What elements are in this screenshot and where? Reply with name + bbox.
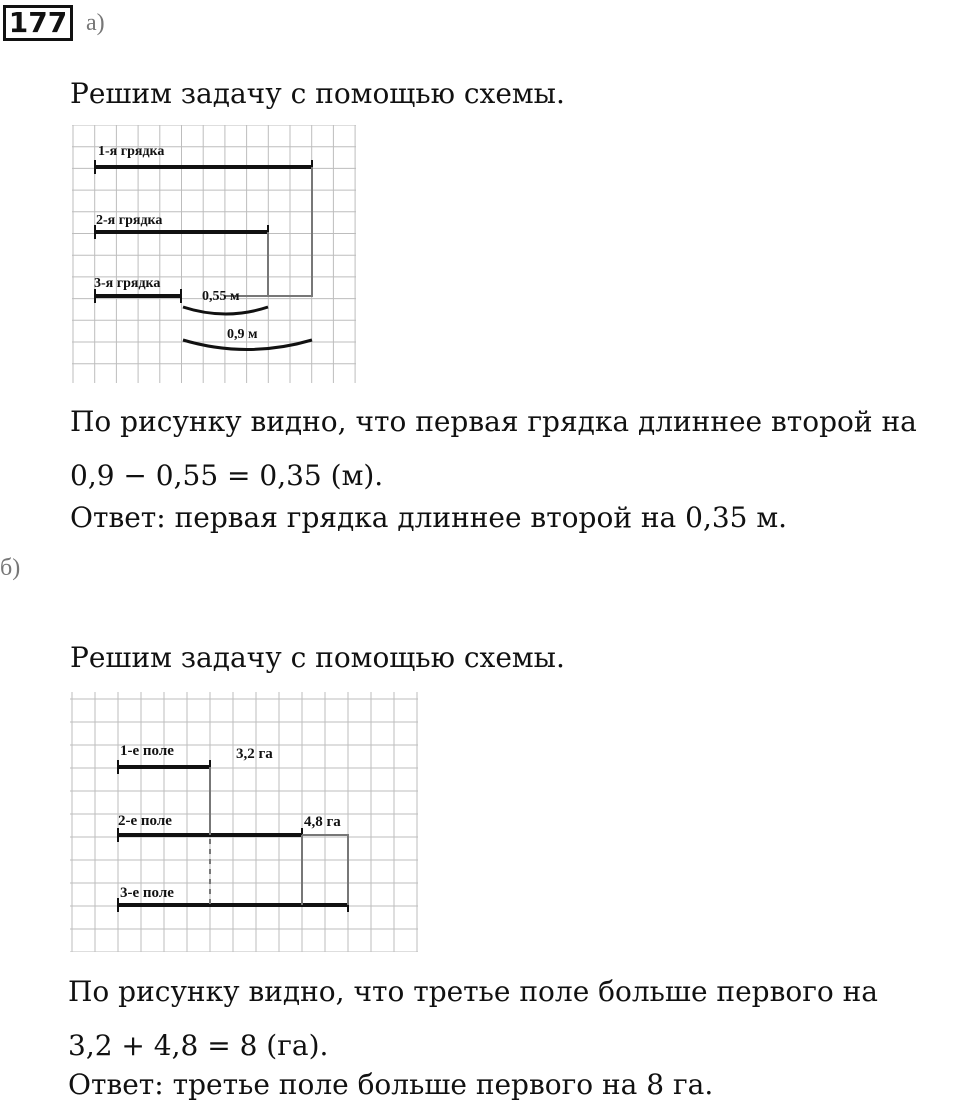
bed1-label: 1-я грядка (98, 144, 165, 159)
part-b-intro: Решим задачу с помощью схемы. (70, 641, 565, 674)
problem-number: 177 (3, 5, 73, 41)
field2-label: 2-е поле (118, 813, 172, 829)
bed3-label: 3-я грядка (94, 276, 161, 291)
part-a-explanation: По рисунку видно, что первая грядка длиннее второй на (70, 405, 917, 438)
field3-label: 3-е поле (120, 885, 174, 901)
part-a-diagram (72, 125, 356, 383)
part-b-label: б) (0, 555, 21, 581)
part-a-calculation: 0,9 − 0,55 = 0,35 (м). (70, 459, 384, 492)
part-b-calculation: 3,2 + 4,8 = 8 (га). (68, 1029, 329, 1062)
diff2-label: 4,8 га (304, 814, 341, 830)
brace-small (183, 307, 268, 314)
bed2-connector (224, 232, 268, 296)
part-a-answer: Ответ: первая грядка длиннее второй на 0,35 м. (70, 501, 788, 534)
part-b-answer: Ответ: третье поле больше первого на 8 га. (68, 1068, 714, 1101)
diff1-label: 3,2 га (236, 746, 273, 762)
part-a-intro: Решим задачу с помощью схемы. (70, 77, 565, 110)
part-b-explanation: По рисунку видно, что третье поле больше первого на (68, 975, 878, 1008)
diff-large-label: 0,9 м (227, 327, 258, 342)
diff-small-label: 0,55 м (202, 289, 240, 304)
bed2-label: 2-я грядка (96, 213, 163, 228)
field1-label: 1-е поле (120, 743, 174, 759)
part-a-grid (72, 125, 356, 383)
part-b-diagram (70, 692, 418, 952)
part-a-label: а) (86, 10, 105, 36)
